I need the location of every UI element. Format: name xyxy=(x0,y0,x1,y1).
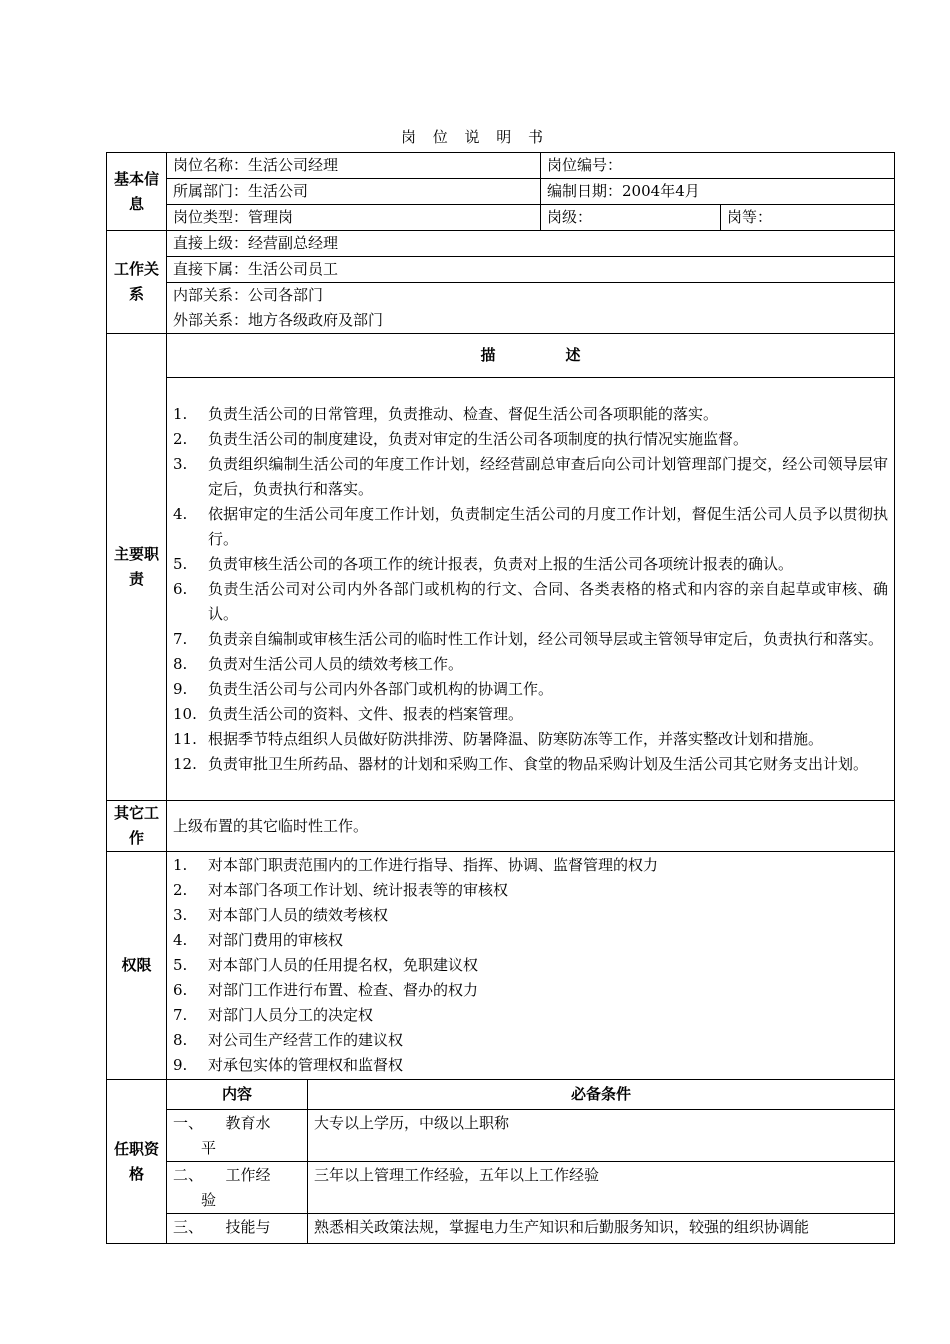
position-code: 岗位编号： xyxy=(541,153,895,179)
section-other-work: 其它工作 xyxy=(107,801,167,852)
authority-list xyxy=(173,853,888,1078)
relation-row-1 xyxy=(107,231,895,257)
relation-row-3 xyxy=(107,283,895,334)
duties-list xyxy=(173,402,888,777)
direct-subordinate: 直接下属：生活公司员工 xyxy=(167,257,895,283)
authority-item: 3. 对本部门人员的绩效考核权 xyxy=(173,906,389,924)
authority-item: 4. 对部门费用的审核权 xyxy=(173,931,344,949)
authority-item: 1. 对本部门职责范围内的工作进行指导、指挥、协调、监督管理的权力 xyxy=(173,856,659,874)
authority-item: 7. 对部门人员分工的决定权 xyxy=(173,1006,374,1024)
section-basic-info: 基本信息 xyxy=(107,153,167,231)
relation-row-2 xyxy=(107,257,895,283)
department: 所属部门：生活公司 xyxy=(167,179,541,205)
duty-item: 9. 负责生活公司与公司内外各部门或机构的协调工作。 xyxy=(173,679,554,698)
duties-header xyxy=(167,334,895,378)
qualification-label: 一、 教育水 平 xyxy=(167,1110,308,1162)
qualification-value: 熟悉相关政策法规，掌握电力生产知识和后勤服务知识，较强的组织协调能 xyxy=(308,1214,895,1244)
direct-superior: 直接上级：经营副总经理 xyxy=(167,231,895,257)
qualification-value: 大专以上学历，中级以上职称 xyxy=(308,1110,895,1162)
qualification-row xyxy=(107,1162,895,1214)
other-work-row xyxy=(107,801,895,852)
authority-item: 5. 对本部门人员的任用提名权，免职建议权 xyxy=(173,956,479,974)
duty-item: 6. 负责生活公司对公司内外各部门或机构的行文、合同、各类表格的格式和内容的亲自起草或审核、确认。 xyxy=(173,579,889,623)
qualification-col-requirement: 必备条件 xyxy=(308,1080,895,1110)
authority-item: 2. 对本部门各项工作计划、统计报表等的审核权 xyxy=(173,881,509,899)
basic-row-3 xyxy=(107,205,895,231)
authority-row xyxy=(107,852,895,1080)
duty-item: 7. 负责亲自编制或审核生活公司的临时性工作计划，经公司领导层或主管领导审定后，负责执行和落实。 xyxy=(173,629,884,648)
other-work-text: 上级布置的其它临时性工作。 xyxy=(167,801,895,852)
duty-item: 5. 负责审核生活公司的各项工作的统计报表，负责对上报的生活公司各项统计报表的确认。 xyxy=(173,554,794,573)
duty-item: 2. 负责生活公司的制度建设，负责对审定的生活公司各项制度的执行情况实施监督。 xyxy=(173,429,749,448)
qualification-label: 三、 技能与 xyxy=(167,1214,308,1244)
authority-cell xyxy=(167,852,895,1080)
qualification-header-row xyxy=(107,1080,895,1110)
duty-item: 10. 负责生活公司的资料、文件、报表的档案管理。 xyxy=(173,704,524,723)
qualification-value: 三年以上管理工作经验，五年以上工作经验 xyxy=(308,1162,895,1214)
duty-item: 8. 负责对生活公司人员的绩效考核工作。 xyxy=(173,654,464,673)
duties-header-b: 述 xyxy=(565,346,581,364)
internal-external-relations xyxy=(167,283,895,334)
job-description-table xyxy=(106,152,895,1244)
qualification-label: 二、 工作经 验 xyxy=(167,1162,308,1214)
duty-item: 4. 依据审定的生活公司年度工作计划，负责制定生活公司的月度工作计划，督促生活公司人员予以贯彻执行。 xyxy=(173,504,889,548)
qualification-row xyxy=(107,1214,895,1244)
duties-body-row xyxy=(107,378,895,801)
section-authority: 权限 xyxy=(107,852,167,1080)
duty-item: 1. 负责生活公司的日常管理，负责推动、检查、督促生活公司各项职能的落实。 xyxy=(173,404,719,423)
duty-item: 12. 负责审批卫生所药品、器材的计划和采购工作、食堂的物品采购计划及生活公司其它财务支出计划。 xyxy=(173,754,869,773)
duty-item: 3. 负责组织编制生活公司的年度工作计划，经经营副总审查后向公司计划管理部门提交，经公司领导层审定后，负责执行和落实。 xyxy=(173,454,889,498)
position-type: 岗位类型：管理岗 xyxy=(167,205,541,231)
compile-date: 编制日期：2004年4月 xyxy=(541,179,895,205)
authority-item: 6. 对部门工作进行布置、检查、督办的权力 xyxy=(173,981,479,999)
duties-header-row xyxy=(107,334,895,378)
authority-item: 8. 对公司生产经营工作的建议权 xyxy=(173,1031,404,1049)
internal-relations: 内部关系：公司各部门 xyxy=(173,286,324,304)
qualification-row xyxy=(107,1110,895,1162)
position-grade: 岗等： xyxy=(721,205,895,231)
section-work-relations: 工作关系 xyxy=(107,231,167,334)
document-title: 岗 位 说 明 书 xyxy=(400,128,550,146)
section-main-duties: 主要职责 xyxy=(107,334,167,801)
qualification-col-content: 内容 xyxy=(167,1080,308,1110)
basic-row-2 xyxy=(107,179,895,205)
external-relations: 外部关系：地方各级政府及部门 xyxy=(173,311,384,329)
section-qualification: 任职资格 xyxy=(107,1080,167,1244)
position-level: 岗级： xyxy=(541,205,721,231)
authority-item: 9. 对承包实体的管理权和监督权 xyxy=(173,1056,404,1074)
duty-item: 11. 根据季节特点组织人员做好防洪排涝、防暑降温、防寒防冻等工作，并落实整改计划和措施。 xyxy=(173,729,824,748)
basic-row-1 xyxy=(107,153,895,179)
position-name: 岗位名称：生活公司经理 xyxy=(167,153,541,179)
duties-cell xyxy=(167,378,895,801)
duties-header-a: 描 xyxy=(480,346,496,364)
